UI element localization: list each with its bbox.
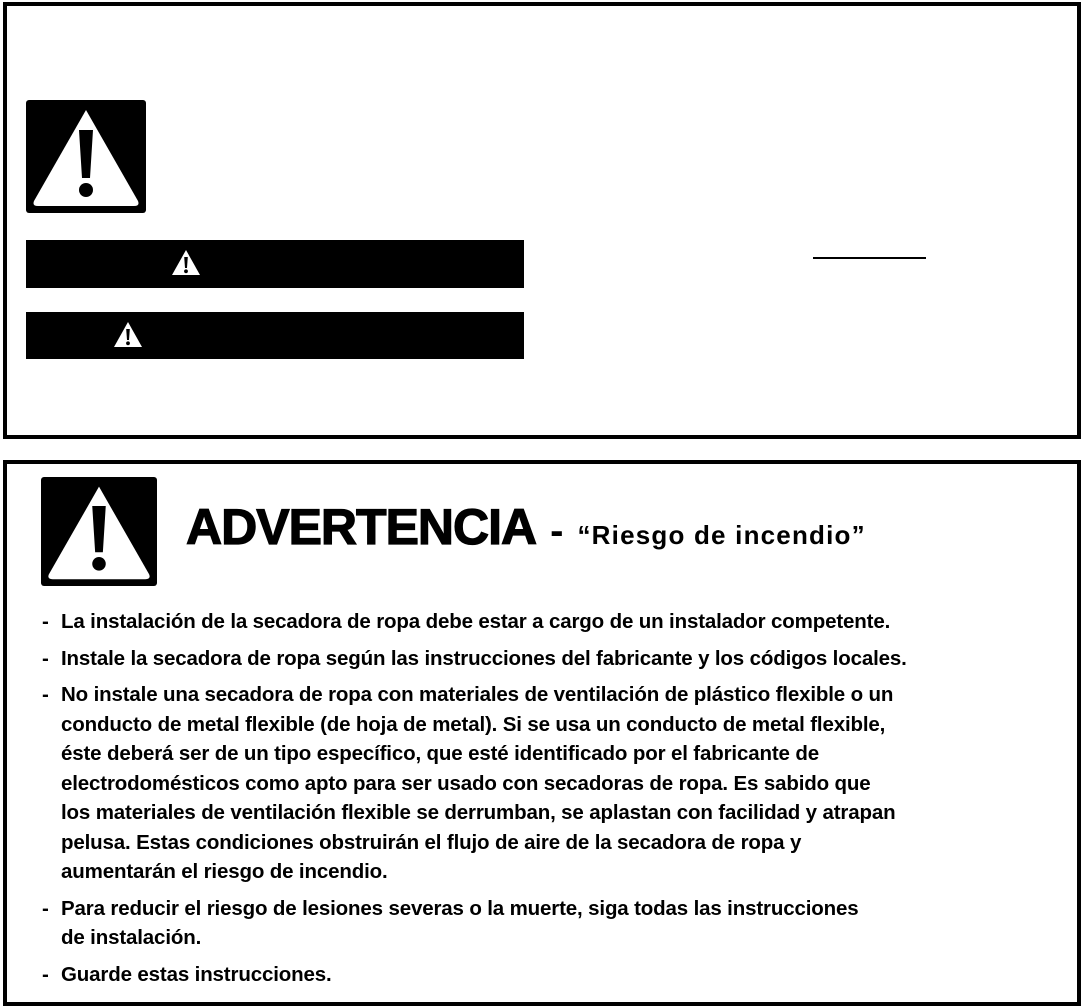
list-item [42, 680, 1072, 887]
list-item-text: La instalación de la secadora de ropa debe estar a cargo de un instalador competente. [61, 610, 891, 633]
warning-icon-block-bottom [41, 477, 157, 586]
list-item [42, 644, 1072, 674]
list-item-text: Guarde estas instrucciones. [61, 962, 332, 986]
list-item-text: Para reducir el riesgo de lesiones severas o la muerte, siga todas las instrucciones de instalación. [61, 896, 859, 949]
bullet-dash: - [42, 962, 49, 986]
warning-signal-bar [26, 312, 524, 359]
title-separator: - [550, 509, 564, 553]
bullet-dash: - [42, 646, 49, 670]
exclamation-triangle-icon [26, 100, 146, 213]
list-item-text: Instale la secadora de ropa según las instrucciones del fabricante y los códigos locales. [61, 646, 907, 670]
warning-heading [186, 498, 866, 556]
warning-instructions-list [42, 607, 1072, 996]
exclamation-triangle-icon [41, 477, 157, 586]
exclamation-triangle-icon [171, 249, 201, 277]
warning-subtitle: “Riesgo de incendio” [577, 520, 866, 550]
bullet-dash: - [42, 683, 49, 706]
list-item [42, 607, 1072, 637]
safety-header-panel [3, 2, 1081, 439]
warning-icon-block-top [26, 100, 146, 213]
danger-signal-bar [26, 240, 524, 288]
list-item-text: No instale una secadora de ropa con materiales de ventilación de plástico flexible o un conducto de metal flexible (de hoja de metal). Si se usa un conducto de metal flexible, éste deberá ser de un tipo específico, que esté identificado por el fabricante de electrodomésticos como apto para ser usado con secadoras de ropa. Es sabido que los materiales de ventilación flexible se derrumban, se aplastan con facilidad y atrapan pelusa. Estas condiciones obstruirán el flujo de aire de la secadora de ropa y aumentarán el riesgo de incendio. [61, 683, 896, 883]
exclamation-triangle-icon [113, 321, 143, 349]
warning-title: ADVERTENCIA [186, 499, 537, 555]
bullet-dash: - [42, 896, 49, 920]
list-item [42, 894, 1072, 953]
list-item [42, 960, 1072, 990]
underline-rule [813, 257, 926, 259]
bullet-dash: - [42, 610, 49, 633]
